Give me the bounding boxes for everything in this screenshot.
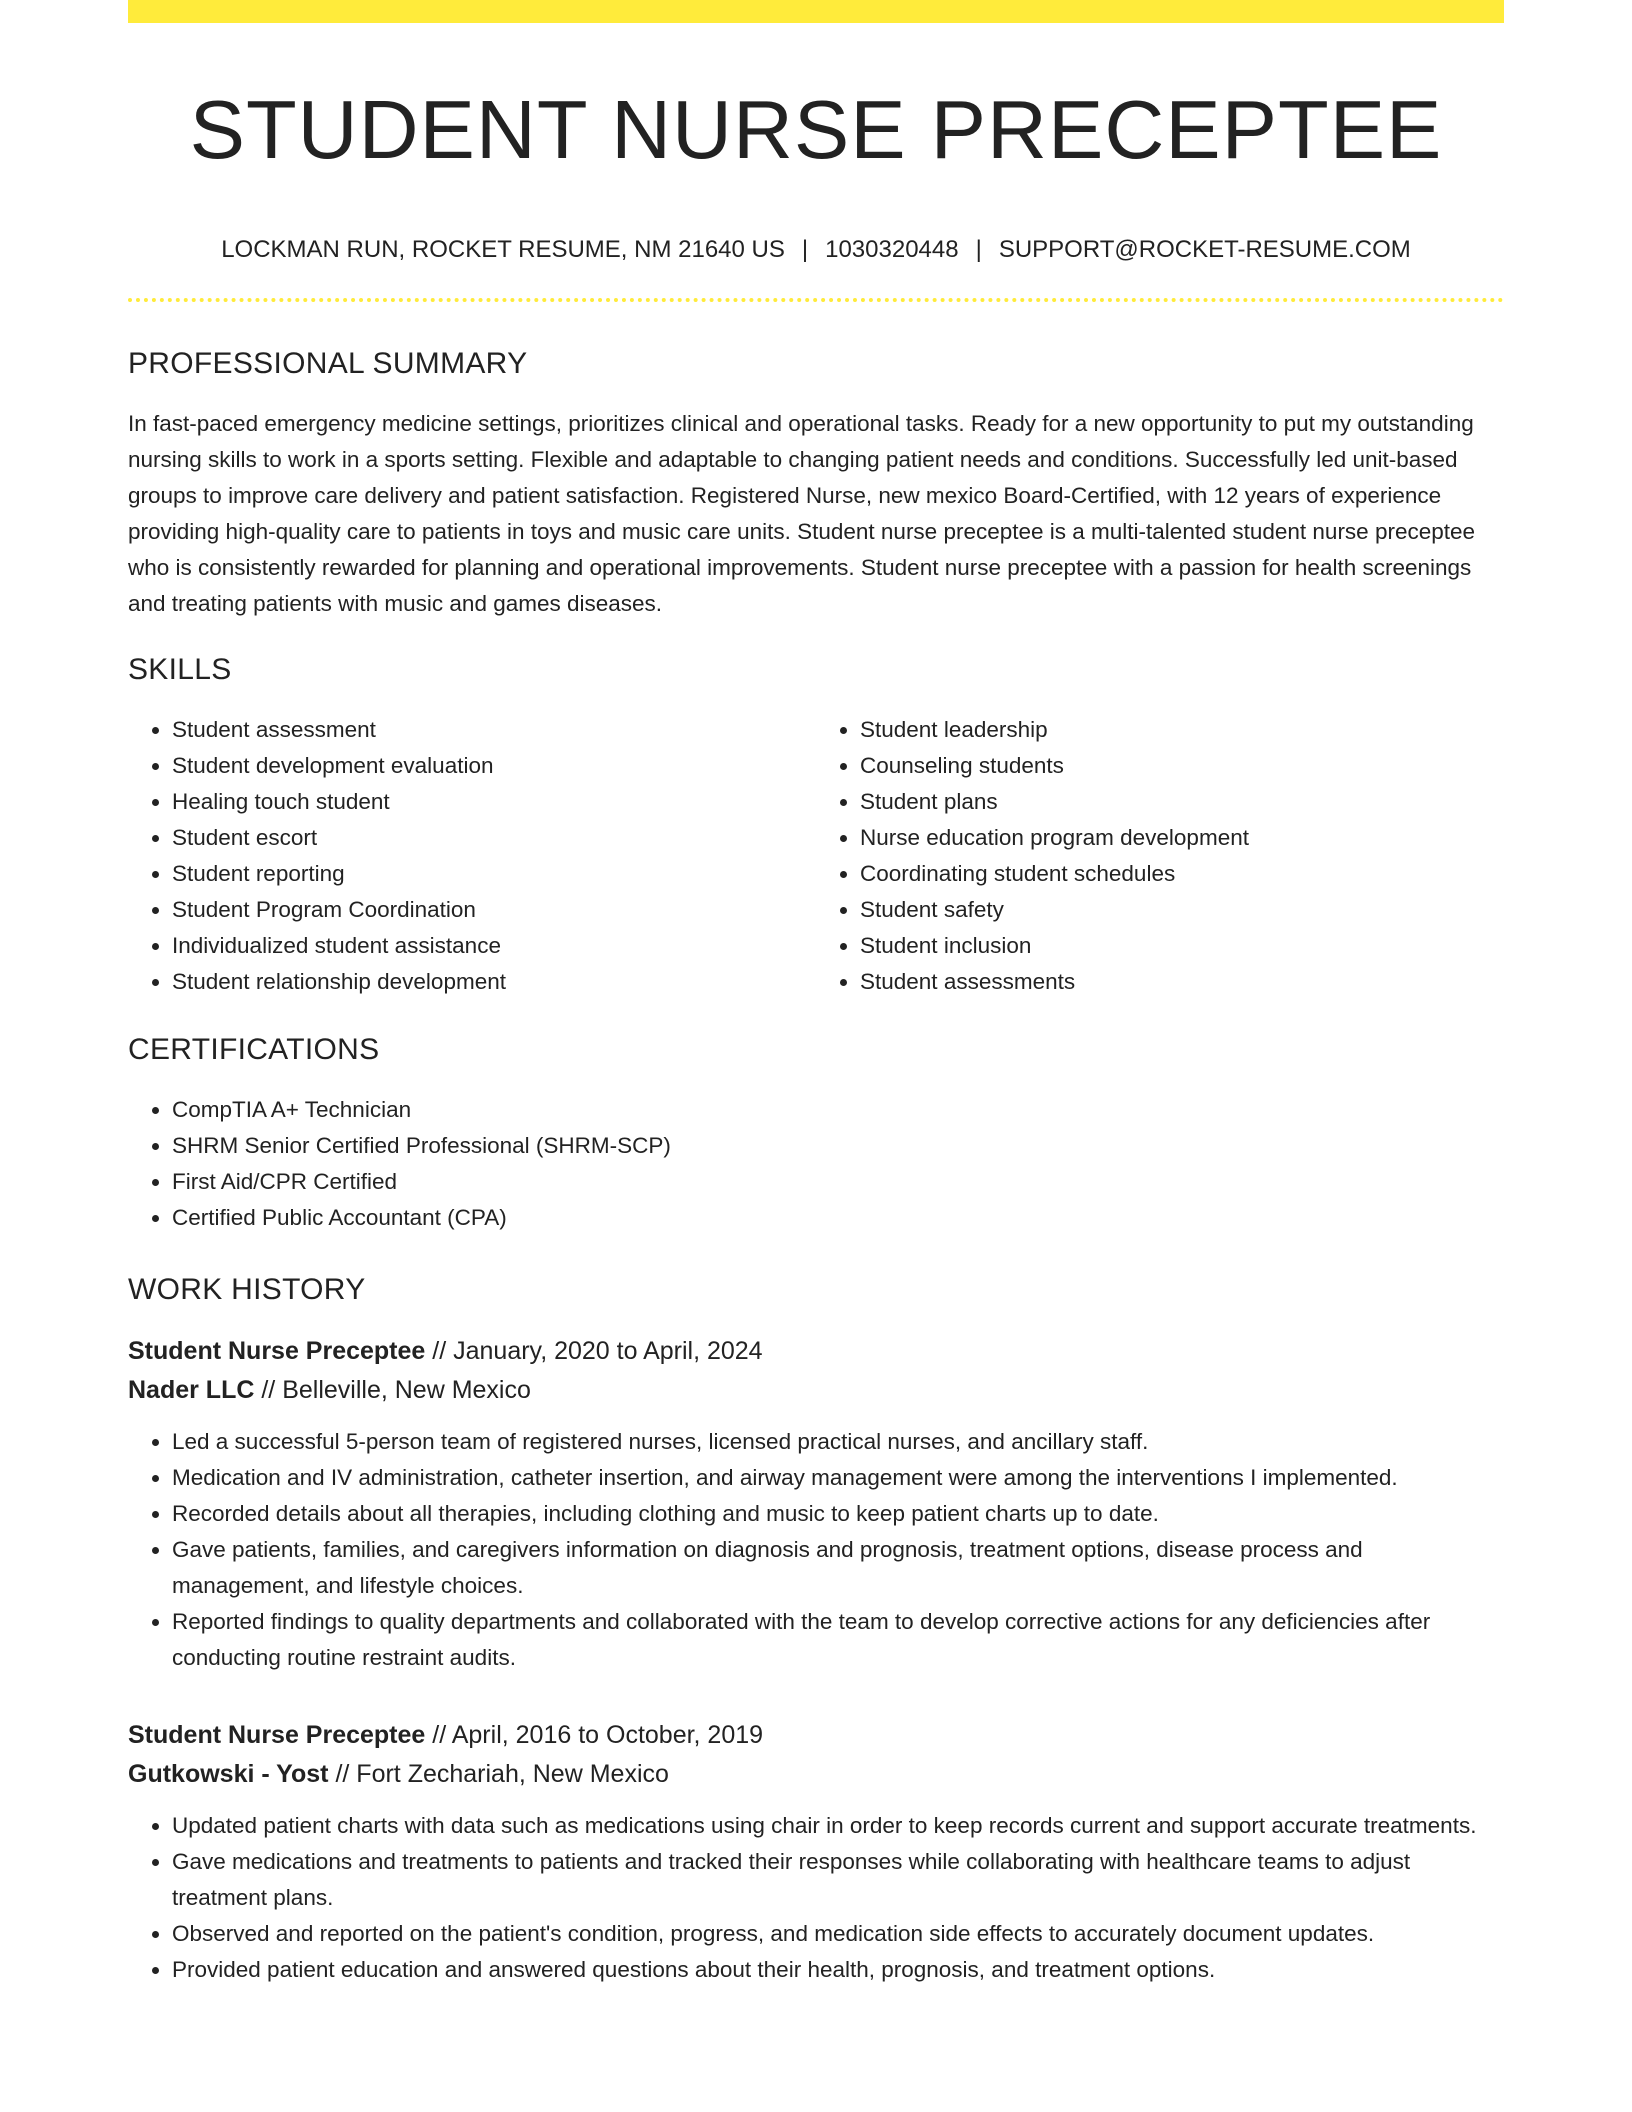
job-dates: // April, 2016 to October, 2019 <box>425 1721 764 1749</box>
skill-item: • Student escort <box>172 820 816 856</box>
job-company-line <box>128 1371 1504 1410</box>
skills-list-left <box>128 712 816 1000</box>
work-history-heading: WORK HISTORY <box>128 1273 366 1306</box>
skill-item: • Student Program Coordination <box>172 892 816 928</box>
job-bullet: • Observed and reported on the patient's condition, progress, and medication side effects to accurately document updates. <box>172 1916 1504 1952</box>
job-entry <box>128 1716 1504 1988</box>
skills-list-right <box>816 712 1504 1000</box>
skills-columns <box>128 712 1504 1000</box>
contact-line <box>128 234 1504 266</box>
skills-heading: SKILLS <box>128 653 232 686</box>
contact-separator: | <box>975 236 982 263</box>
job-bullet: • Recorded details about all therapies, including clothing and music to keep patient charts up to date. <box>172 1496 1504 1532</box>
job-bullets <box>128 1808 1504 1988</box>
contact-separator: | <box>801 236 809 263</box>
certification-item: • Certified Public Accountant (CPA) <box>172 1200 1504 1236</box>
skill-item: • Student relationship development <box>172 964 816 1000</box>
job-company: Gutkowski - Yost <box>128 1760 329 1788</box>
job-bullet: • Gave medications and treatments to patients and tracked their responses while collaborating with healthcare teams to adjust treatment plans. <box>172 1844 1504 1916</box>
job-location: // Fort Zechariah, New Mexico <box>328 1760 669 1788</box>
certifications-heading: CERTIFICATIONS <box>128 1033 380 1066</box>
certifications-list <box>128 1092 1504 1236</box>
certification-item: • First Aid/CPR Certified <box>172 1164 1504 1200</box>
skill-item: • Nurse education program development <box>860 820 1504 856</box>
summary-text: In fast-paced emergency medicine settings, prioritizes clinical and operational tasks. Ready for a new opportunity to put my outstanding nursing skills to work in a sports setting. Flexible and adaptable to changing patient needs and conditions. Successfully led unit-based groups to improve care delivery and patient satisfaction. Registered Nurse, new mexico Board-Certified, with 12 years of experience providing high-quality care to patients in toys and music care units. Student nurse preceptee is a multi-talented student nurse preceptee who is consistently rewarded for planning and operational improvements. Student nurse preceptee with a passion for health screenings and treating patients with music and games diseases. <box>128 411 1476 616</box>
job-company-line <box>128 1755 1504 1794</box>
job-bullet: • Reported findings to quality departments and collaborated with the team to develop corrective actions for any deficiencies after conducting routine restraint audits. <box>172 1604 1504 1676</box>
job-title-line <box>128 1716 1504 1755</box>
skill-item: • Coordinating student schedules <box>860 856 1504 892</box>
job-bullet: • Gave patients, families, and caregivers information on diagnosis and prognosis, treatment options, disease process and management, and lifestyle choices. <box>172 1532 1504 1604</box>
skill-item: • Student assessment <box>172 712 816 748</box>
job-title: Student Nurse Preceptee <box>128 1721 426 1749</box>
skill-item: • Student reporting <box>172 856 816 892</box>
job-title: Student Nurse Preceptee <box>128 1337 426 1365</box>
resume-content <box>128 0 1504 1988</box>
skill-item: • Healing touch student <box>172 784 816 820</box>
skill-item: • Student leadership <box>860 712 1504 748</box>
job-bullets <box>128 1424 1504 1676</box>
certification-item: • CompTIA A+ Technician <box>172 1092 1504 1128</box>
skill-item: • Student plans <box>860 784 1504 820</box>
skill-item: • Counseling students <box>860 748 1504 784</box>
dotted-divider <box>128 298 1504 302</box>
job-title-line <box>128 1332 1504 1371</box>
certification-item: • SHRM Senior Certified Professional (SHRM-SCP) <box>172 1128 1504 1164</box>
resume-name: STUDENT NURSE PRECEPTEE <box>189 83 1443 176</box>
skill-item: • Student safety <box>860 892 1504 928</box>
skill-item: • Student development evaluation <box>172 748 816 784</box>
job-dates: // January, 2020 to April, 2024 <box>425 1337 763 1365</box>
job-entry <box>128 1332 1504 1676</box>
summary-heading: PROFESSIONAL SUMMARY <box>128 347 528 380</box>
skill-item: • Student inclusion <box>860 928 1504 964</box>
job-bullet: • Updated patient charts with data such as medications using chair in order to keep records current and support accurate treatments. <box>172 1808 1504 1844</box>
skill-item: • Individualized student assistance <box>172 928 816 964</box>
job-location: // Belleville, New Mexico <box>254 1376 531 1404</box>
job-company: Nader LLC <box>128 1376 255 1404</box>
job-bullet: • Medication and IV administration, catheter insertion, and airway management were among the interventions I implemented. <box>172 1460 1504 1496</box>
job-bullet: • Led a successful 5-person team of registered nurses, licensed practical nurses, and ancillary staff. <box>172 1424 1504 1460</box>
skill-item: • Student assessments <box>860 964 1504 1000</box>
contact-phone: 1030320448 <box>825 236 959 263</box>
contact-email: SUPPORT@ROCKET-RESUME.COM <box>998 236 1411 263</box>
contact-address: LOCKMAN RUN, ROCKET RESUME, NM 21640 US <box>221 236 785 263</box>
job-bullet: • Provided patient education and answered questions about their health, prognosis, and treatment options. <box>172 1952 1504 1988</box>
